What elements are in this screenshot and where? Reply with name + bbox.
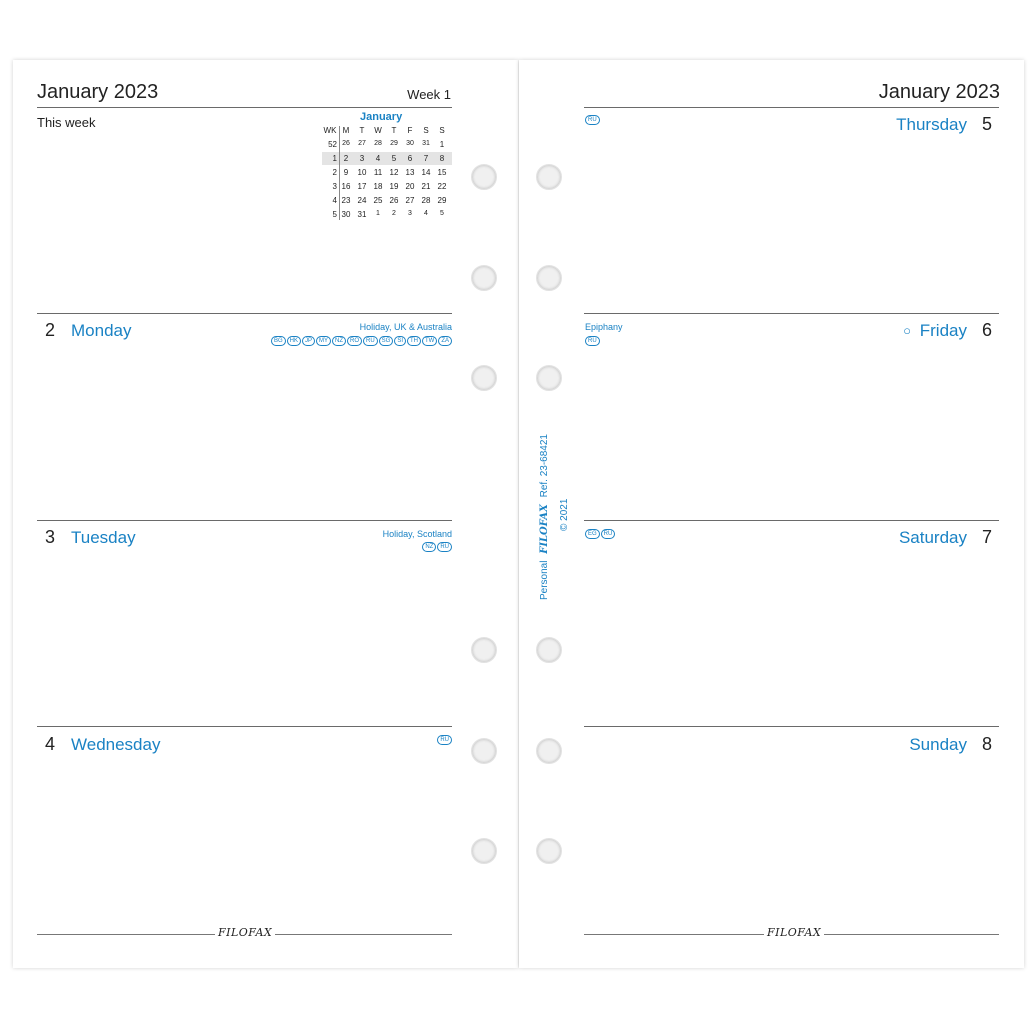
mini-calendar-day: 25	[373, 196, 383, 205]
punch-hole	[471, 365, 497, 391]
spine-copyright: © 2021	[559, 498, 570, 531]
punch-hole	[471, 637, 497, 663]
day-number-sunday: 8	[981, 734, 992, 754]
mini-calendar-day: 16	[341, 182, 351, 191]
month-title: January 2023	[878, 81, 1000, 103]
day-rule	[584, 313, 999, 314]
day-rule	[584, 726, 999, 727]
country-code-badge: RU	[437, 542, 452, 552]
country-code-badge: TW	[422, 336, 437, 346]
mini-calendar-day: 14	[421, 168, 431, 177]
country-code-badge: RO	[347, 336, 362, 346]
country-badges-tuesday	[422, 542, 452, 552]
mini-calendar-day: 18	[373, 182, 383, 191]
header-rule	[37, 107, 452, 108]
mini-calendar	[322, 110, 452, 225]
punch-hole	[536, 637, 562, 663]
day-rule	[37, 313, 452, 314]
day-rule	[37, 520, 452, 521]
mini-calendar-day: 30	[341, 210, 351, 219]
punch-hole	[536, 365, 562, 391]
mini-calendar-day: 29	[390, 140, 398, 147]
moon-phase-icon: ○	[903, 323, 911, 338]
day-name-saturday: Saturday	[898, 528, 967, 547]
country-code-badge: ZA	[438, 336, 452, 346]
mini-calendar-day: 4	[375, 154, 381, 163]
mini-calendar-week-number: 2	[332, 168, 337, 177]
spine-reference	[539, 434, 550, 600]
spine-ref-number: Ref. 23-68421	[539, 434, 550, 498]
this-week-label: This week	[37, 115, 96, 130]
header-rule	[584, 107, 999, 108]
filofax-logo: FILOFAX	[215, 926, 275, 939]
holiday-note-friday: Epiphany	[585, 322, 623, 332]
day-number-tuesday: 3	[45, 527, 56, 547]
day-number-monday: 2	[45, 320, 56, 340]
mini-calendar-header: M	[342, 126, 350, 135]
country-badges-thursday	[585, 115, 600, 125]
mini-calendar-day: 28	[421, 196, 431, 205]
country-code-badge: TH	[407, 336, 421, 346]
mini-calendar-header: S	[423, 126, 429, 135]
punch-hole	[471, 164, 497, 190]
country-code-badge: NZ	[332, 336, 346, 346]
punch-hole	[471, 738, 497, 764]
mini-calendar-header: W	[374, 126, 382, 135]
country-code-badge: NZ	[422, 542, 436, 552]
mini-calendar-week-number: 1	[332, 154, 337, 163]
day-name-thursday: Thursday	[896, 115, 967, 134]
mini-calendar-day: 21	[421, 182, 431, 191]
mini-calendar-day: 4	[424, 210, 428, 217]
mini-calendar-month: January	[360, 111, 403, 123]
country-code-badge: BG	[271, 336, 286, 346]
filofax-logo: FILOFAX	[764, 926, 824, 939]
mini-calendar-week-number: 4	[332, 196, 337, 205]
mini-calendar-day: 11	[373, 168, 383, 177]
mini-calendar-day: 2	[392, 210, 396, 217]
mini-calendar-header: T	[391, 126, 397, 135]
country-code-badge: SG	[379, 336, 394, 346]
mini-calendar-day: 6	[407, 154, 413, 163]
day-name-monday: Monday	[71, 321, 132, 340]
mini-calendar-day: 2	[343, 154, 349, 163]
country-code-badge: RU	[585, 115, 600, 125]
day-number-saturday: 7	[981, 527, 992, 547]
punch-hole	[471, 838, 497, 864]
country-code-badge: EG	[585, 529, 600, 539]
mini-calendar-day: 29	[437, 196, 447, 205]
country-code-badge: RU	[585, 336, 600, 346]
mini-calendar-day: 31	[357, 210, 367, 219]
country-badges-friday	[585, 336, 600, 346]
mini-calendar-day: 1	[376, 210, 380, 217]
punch-hole	[536, 838, 562, 864]
day-number-wednesday: 4	[45, 734, 56, 754]
mini-calendar-day: 20	[405, 182, 415, 191]
mini-calendar-day: 9	[343, 168, 349, 177]
day-rule	[584, 520, 999, 521]
mini-calendar-day: 27	[358, 140, 366, 147]
country-code-badge: MY	[316, 336, 331, 346]
punch-hole	[471, 265, 497, 291]
week-label: Week 1	[407, 87, 451, 102]
country-code-badge: RU	[601, 529, 616, 539]
mini-calendar-day: 30	[406, 140, 414, 147]
mini-calendar-day: 1	[439, 140, 445, 149]
country-badges-monday	[271, 336, 452, 346]
country-code-badge: RU	[363, 336, 378, 346]
mini-calendar-day: 10	[357, 168, 367, 177]
mini-calendar-day: 15	[437, 168, 447, 177]
mini-calendar-day: 3	[408, 210, 412, 217]
country-code-badge: SI	[394, 336, 406, 346]
holiday-note-tuesday: Holiday, Scotland	[382, 529, 452, 539]
month-title: January 2023	[37, 81, 159, 103]
right-page	[519, 60, 1024, 968]
left-page	[13, 60, 518, 968]
country-badges-saturday	[585, 529, 615, 539]
mini-calendar-day: 13	[405, 168, 415, 177]
country-code-badge: RU	[437, 735, 452, 745]
mini-calendar-day: 3	[359, 154, 365, 163]
mini-calendar-day: 28	[374, 140, 382, 147]
mini-calendar-day: 8	[439, 154, 445, 163]
day-number-friday: 6	[981, 320, 992, 340]
holiday-note-monday: Holiday, UK & Australia	[359, 322, 452, 332]
mini-calendar-day: 26	[342, 140, 350, 147]
punch-hole	[536, 738, 562, 764]
mini-calendar-week-number: 52	[328, 140, 337, 149]
mini-calendar-day: 23	[341, 196, 351, 205]
day-name-tuesday: Tuesday	[71, 528, 136, 547]
mini-calendar-day: 5	[391, 154, 397, 163]
country-code-badge: JP	[302, 336, 315, 346]
mini-calendar-week-number: 3	[332, 182, 337, 191]
mini-calendar-header: S	[439, 126, 445, 135]
punch-hole	[536, 265, 562, 291]
day-number-thursday: 5	[981, 114, 992, 134]
day-name-sunday: Sunday	[909, 735, 967, 754]
mini-calendar-day: 12	[389, 168, 399, 177]
spine-filofax-logo: FILOFAX	[539, 504, 550, 554]
spine-personal-label: Personal	[539, 560, 550, 600]
mini-calendar-day: 26	[389, 196, 399, 205]
mini-calendar-day: 24	[357, 196, 367, 205]
country-code-badge: HK	[287, 336, 301, 346]
mini-calendar-day: 31	[422, 140, 430, 147]
mini-calendar-header: T	[359, 126, 365, 135]
mini-calendar-day: 27	[405, 196, 415, 205]
mini-calendar-day: 5	[440, 210, 444, 217]
mini-calendar-day: 19	[389, 182, 399, 191]
day-name-wednesday: Wednesday	[71, 735, 161, 754]
punch-hole	[536, 164, 562, 190]
mini-calendar-header: WK	[323, 126, 337, 135]
day-name-friday: Friday	[919, 321, 967, 340]
mini-calendar-header: F	[407, 126, 413, 135]
mini-calendar-day: 7	[423, 154, 429, 163]
mini-calendar-grid	[322, 126, 452, 226]
mini-calendar-day: 22	[437, 182, 447, 191]
mini-calendar-day: 17	[357, 182, 367, 191]
mini-calendar-week-number: 5	[332, 210, 337, 219]
country-badges-wednesday	[437, 735, 452, 745]
day-rule	[37, 726, 452, 727]
